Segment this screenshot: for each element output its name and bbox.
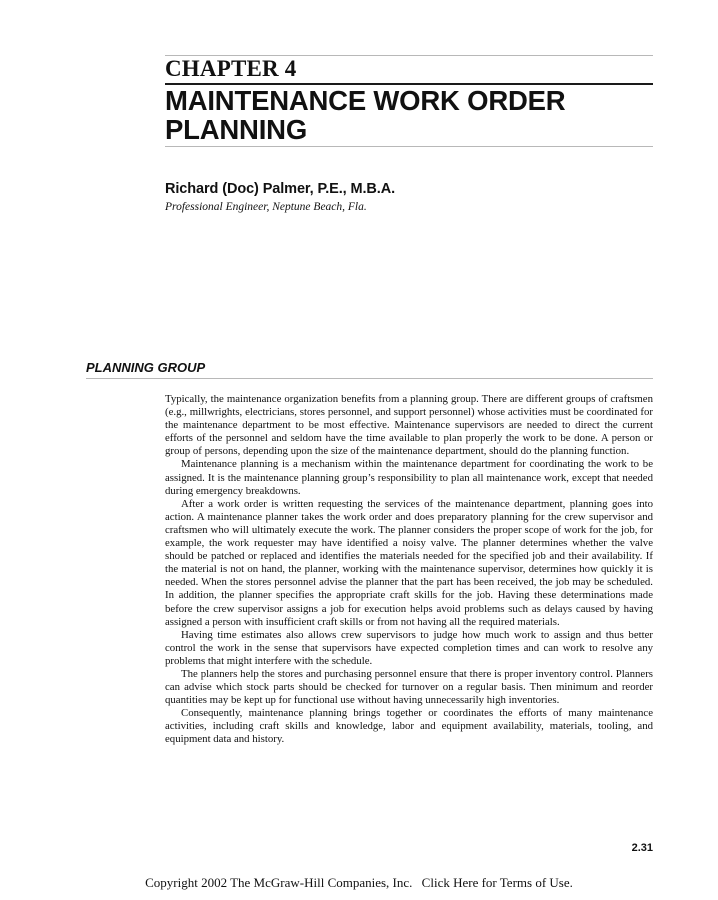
body-text: [165, 393, 653, 747]
chapter-label: CHAPTER 4: [165, 56, 653, 85]
page-number: 2.31: [631, 842, 653, 854]
author-name: Richard (Doc) Palmer, P.E., M.B.A.: [165, 181, 396, 197]
section-heading: PLANNING GROUP: [86, 360, 653, 379]
author-affiliation: Professional Engineer, Neptune Beach, Fla.: [165, 201, 367, 213]
paragraph: Consequently, maintenance planning brings together or coordinates the efforts of many maintenance activities, including craft skills and knowledge, labor and equipment availability, materials, tooling, and equipment data and history.: [165, 707, 653, 746]
footer: [0, 875, 718, 891]
paragraph: The planners help the stores and purchasing personnel ensure that there is proper inventory control. Planners can advise which stock parts should be checked for turnover on a regular basis. Then minimum and reorder quantities may be kept up for functional use without having unnecessarily high inventories.: [165, 667, 653, 707]
paragraph: Having time estimates also allows crew supervisors to judge how much work to assign and thus better control the work in the sense that supervisors have expected completion times and can work to resolve any problems that might interfere with the schedule.: [165, 628, 653, 667]
paragraph: After a work order is written requesting the services of the maintenance department, planning goes into action. A maintenance planner takes the work order and does preparatory planning for the crew supervisor and craftsmen who will ultimately execute the work. The planner considers the proper scope of work for the job, for example, the work requester may have identified a noisy valve. The planner determines whether the valve should be patched or replaced and identifies the materials needed for the specified job and their availability. If the material is not on hand, the planner, working with the maintenance supervisor, determines how quickly it is needed. When the stores personnel advise the planner that the part has been received, the job may be scheduled. In addition, the planner specifies the appropriate craft skills for the job. Having these determinations made before the crew supervisor assigns a job for execution helps avoid problems such as delays caused by having assigned a person with insufficient craft skills or from not having all the required materials.: [165, 497, 653, 628]
terms-of-use-link[interactable]: Click Here for Terms of Use.: [421, 875, 573, 890]
copyright-text: Copyright 2002 The McGraw-Hill Companies, Inc.: [145, 875, 413, 890]
chapter-title-line-1: MAINTENANCE WORK ORDER: [165, 85, 566, 116]
chapter-title: [165, 86, 653, 147]
paragraph: Typically, the maintenance organization benefits from a planning group. There are different groups of craftsmen (e.g., millwrights, electricians, stores personnel, and support personnel) whose activities must be coordinated for the maintenance department to be most effective. Maintenance supervisors are needed to direct the current efforts of the personnel and seldom have the time available to plan properly the work to be done. A person or group of persons, depending upon the size of the maintenance department, should do the planning function.: [165, 393, 653, 458]
paragraph: Maintenance planning is a mechanism within the maintenance department for coordinating the work to be assigned. It is the maintenance planning group’s responsibility to plan all maintenance work, except that needed during emergency breakdowns.: [165, 458, 653, 497]
chapter-title-line-2: PLANNING: [165, 114, 308, 145]
